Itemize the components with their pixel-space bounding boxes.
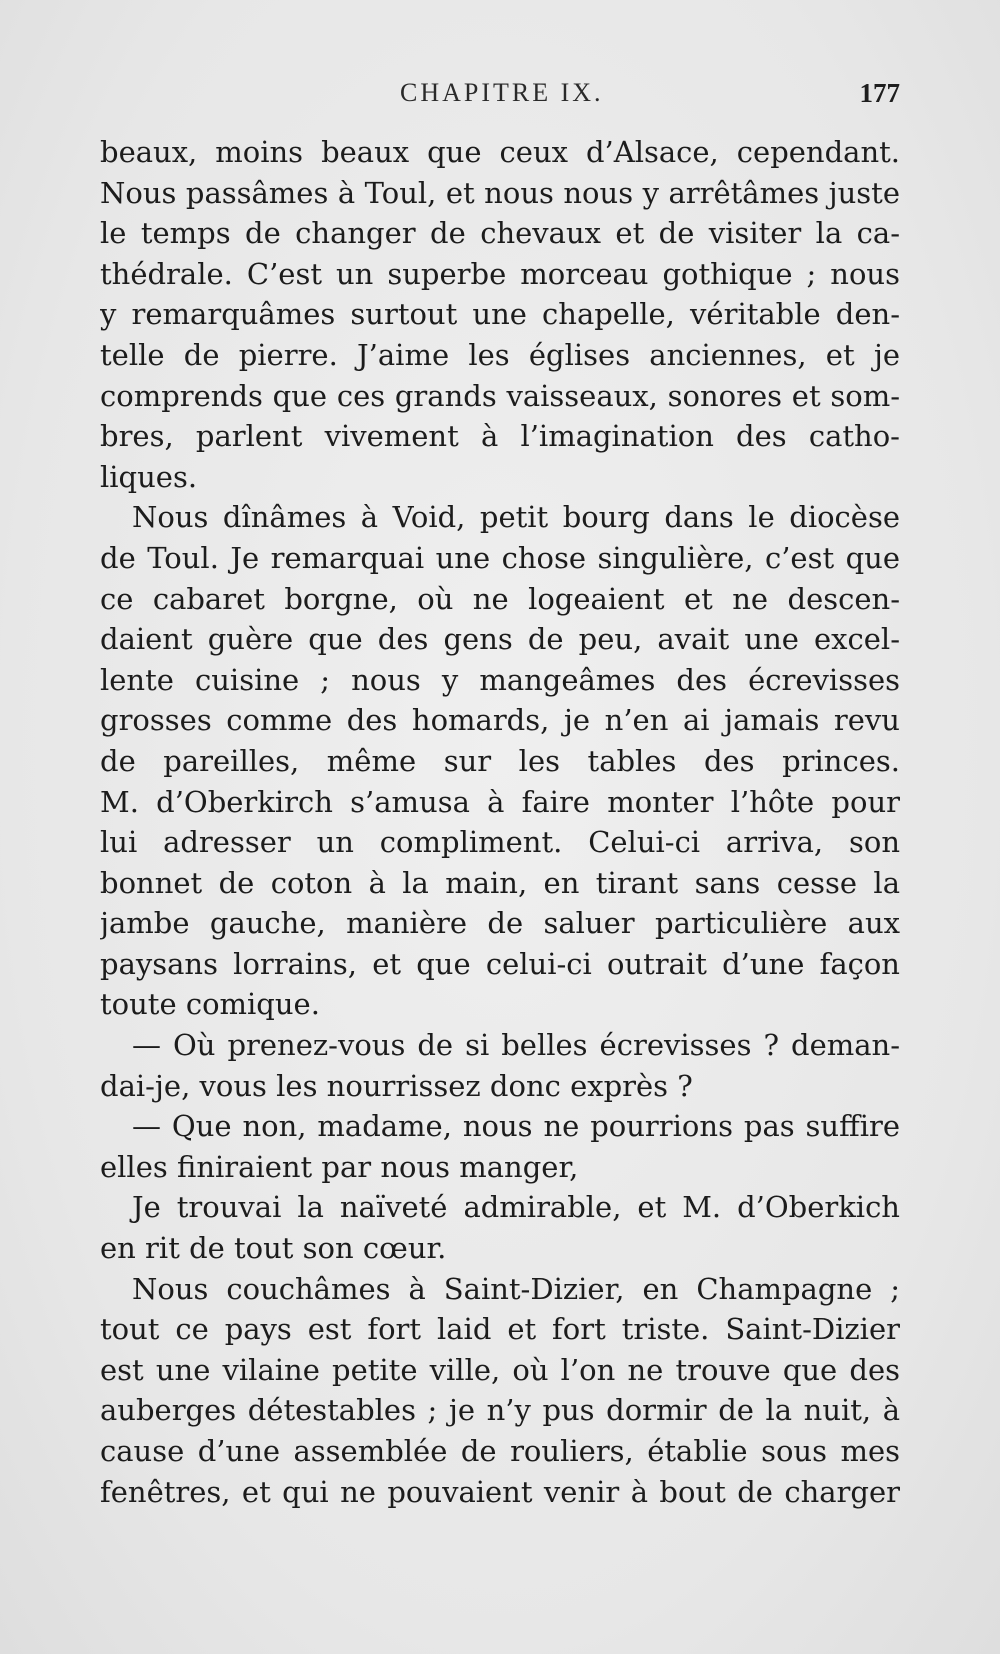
text-line: en rit de tout son cœur. bbox=[100, 1231, 447, 1266]
text-line: bres, parlent vivement à l’imagination des catho- bbox=[100, 419, 900, 454]
text-line: Nous passâmes à Toul, et nous nous y arrêtâmes juste bbox=[100, 175, 900, 210]
page-number: 177 bbox=[859, 78, 900, 108]
text-line: beaux, moins beaux que ceux d’Alsace, cependant. bbox=[100, 135, 900, 169]
text-line: Je trouvai la naïveté admirable, et M. d’Oberkich bbox=[132, 1190, 900, 1225]
text-line: lui adresser un compliment. Celui-ci arriva, son bbox=[100, 825, 900, 860]
text-line: grosses comme des homards, je n’en ai jamais revu bbox=[100, 703, 900, 738]
text-line: fenêtres, et qui ne pouvaient venir à bout de charger bbox=[100, 1474, 900, 1509]
chapter-title: CHAPITRE IX. bbox=[400, 78, 604, 107]
running-head bbox=[100, 78, 900, 112]
text-line: cause d’une assemblée de rouliers, établie sous mes bbox=[100, 1434, 900, 1468]
text-line: lente cuisine ; nous y mangeâmes des écrevisses bbox=[100, 662, 900, 697]
text-line: thédrale. C’est un superbe morceau gothique ; nous bbox=[100, 256, 900, 291]
text-line: liques. bbox=[100, 459, 198, 494]
text-line: M. d’Oberkirch s’amusa à faire monter l’hôte pour bbox=[100, 784, 900, 819]
text-line: de pareilles, même sur les tables des princes. bbox=[100, 743, 900, 778]
text-line: — Où prenez-vous de si belles écrevisses ? deman- bbox=[132, 1028, 900, 1063]
text-line: auberges détestables ; je n’y pus dormir de la nuit, à bbox=[100, 1393, 900, 1428]
text-line: daient guère que des gens de peu, avait une excel- bbox=[100, 622, 900, 657]
text-line: Nous dînâmes à Void, petit bourg dans le diocèse bbox=[132, 500, 900, 535]
text-line: Nous couchâmes à Saint-Dizier, en Champagne ; bbox=[132, 1271, 900, 1306]
text-line: ce cabaret borgne, où ne logeaient et ne descen- bbox=[100, 581, 900, 616]
text-line: tout ce pays est fort laid et fort triste. Saint-Dizier bbox=[100, 1312, 900, 1347]
text-line: comprends que ces grands vaisseaux, sonores et som- bbox=[100, 378, 900, 413]
text-line: dai-je, vous les nourrissez donc exprès ? bbox=[100, 1068, 693, 1103]
text-line: elles finiraient par nous manger, bbox=[100, 1149, 579, 1184]
text-line: toute comique. bbox=[100, 987, 320, 1022]
body-text bbox=[100, 132, 900, 1512]
text-line: bonnet de coton à la main, en tirant sans cesse la bbox=[100, 865, 900, 900]
text-line: est une vilaine petite ville, où l’on ne trouve que des bbox=[100, 1352, 900, 1387]
text-line: de Toul. Je remarquai une chose singulière, c’est que bbox=[100, 540, 900, 575]
text-line: telle de pierre. J’aime les églises anciennes, et je bbox=[100, 337, 900, 372]
text-line: jambe gauche, manière de saluer particulière aux bbox=[100, 906, 900, 941]
text-line: le temps de changer de chevaux et de visiter la ca- bbox=[100, 216, 900, 251]
text-line: y remarquâmes surtout une chapelle, véritable den- bbox=[100, 297, 900, 332]
text-line: paysans lorrains, et que celui-ci outrait d’une façon bbox=[100, 946, 900, 981]
text-line: — Que non, madame, nous ne pourrions pas suffire bbox=[132, 1109, 900, 1144]
